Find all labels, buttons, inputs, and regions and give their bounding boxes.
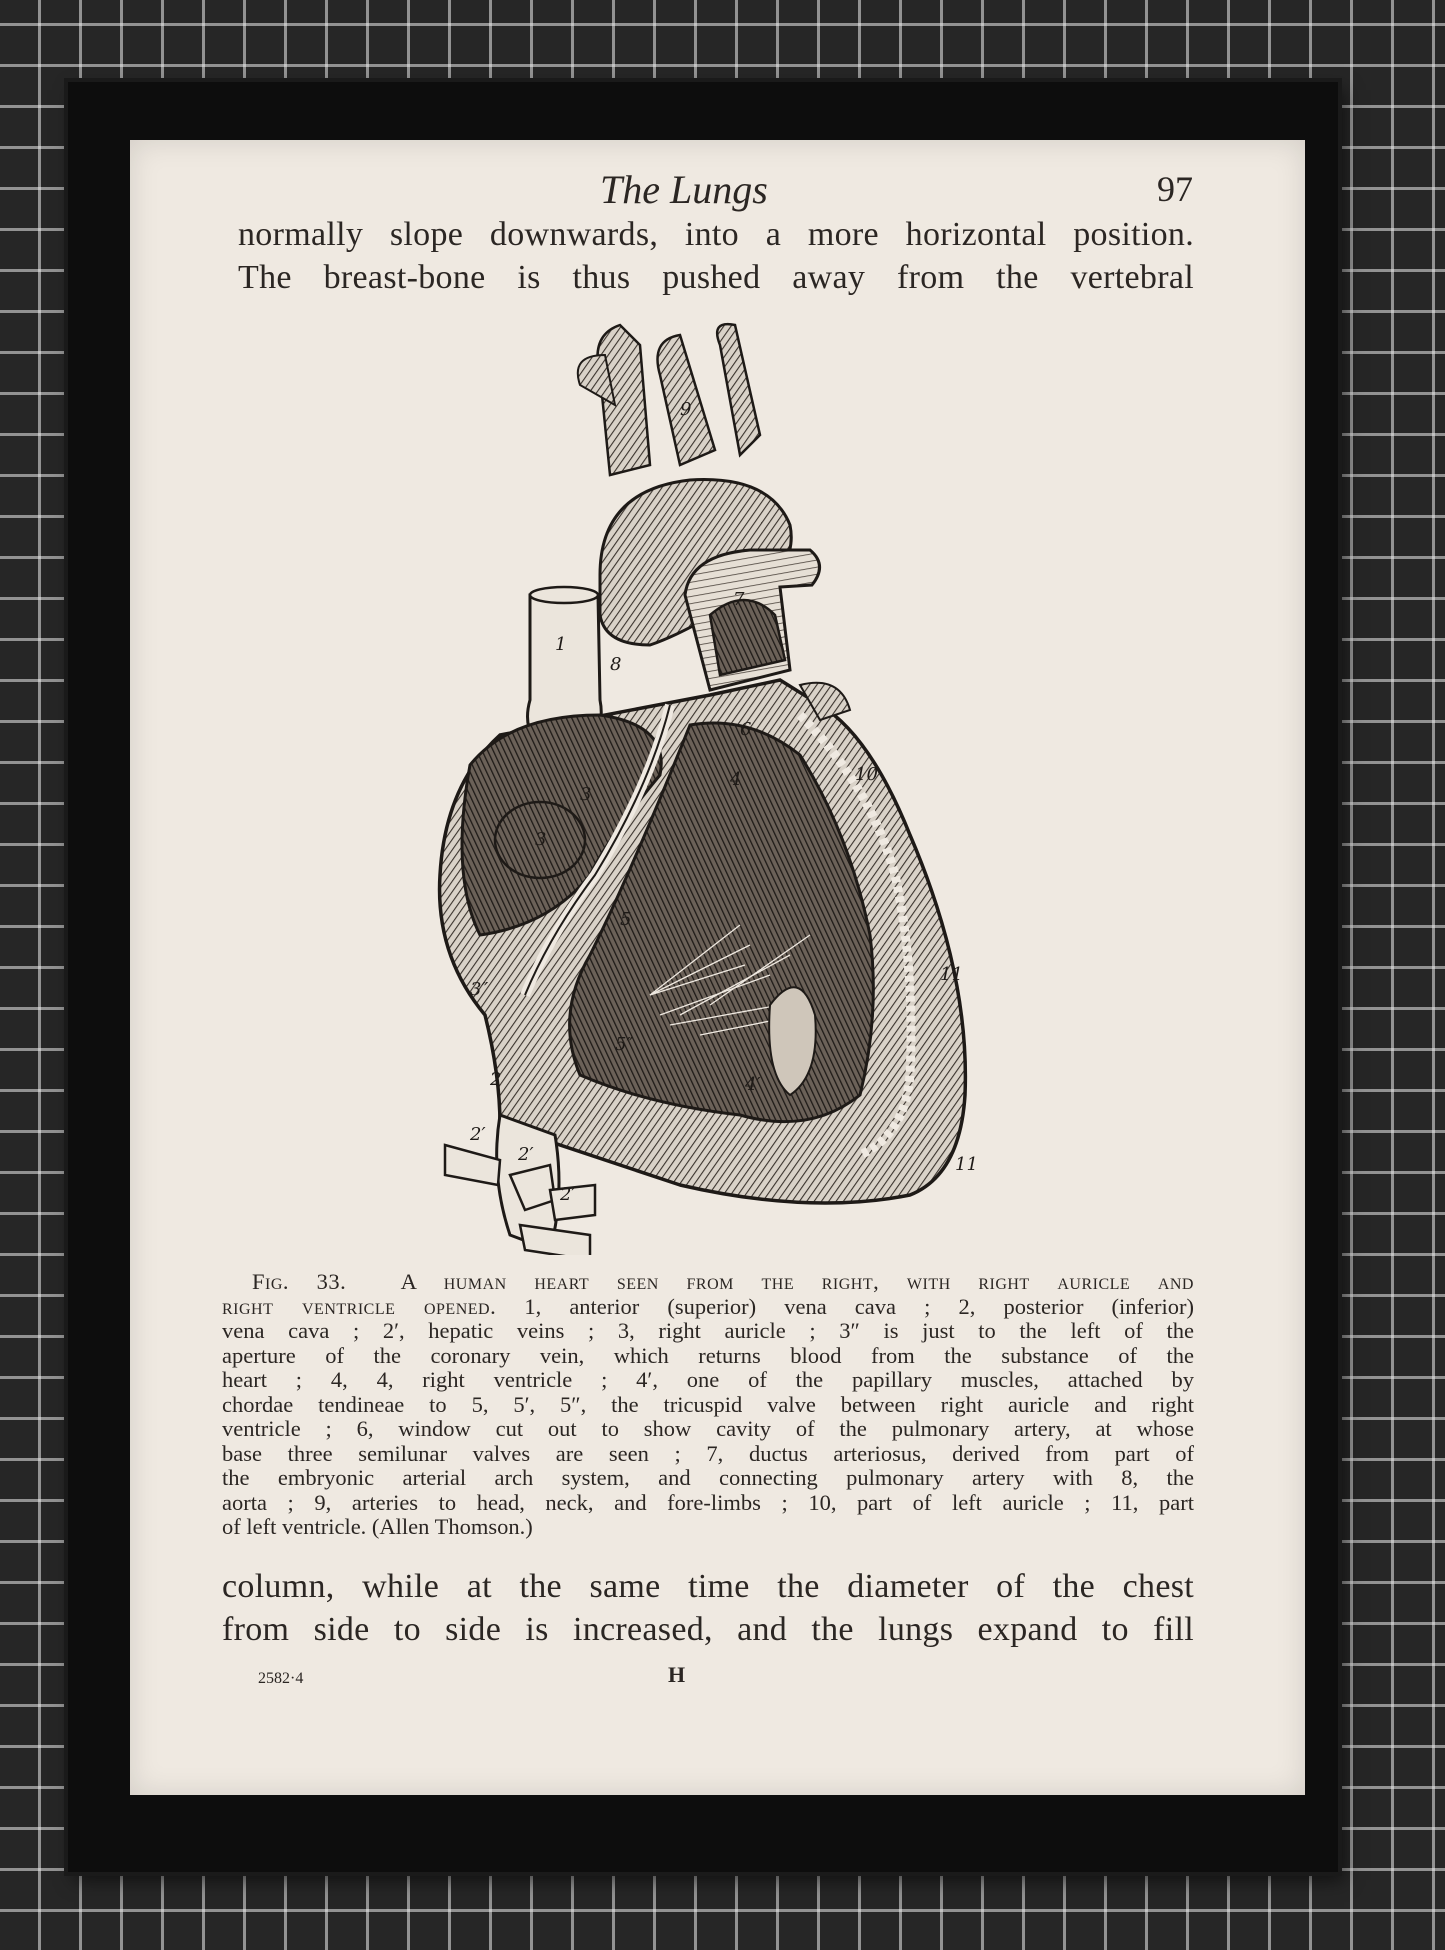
printer-signature: 2582·4 <box>258 1670 304 1687</box>
label-5-double-prime: 5″ <box>615 1034 634 1055</box>
page-number: 97 <box>1157 169 1193 209</box>
label-3b: 3 <box>535 829 547 850</box>
gathering-letter: H <box>668 1662 686 1687</box>
running-title: The Lungs <box>600 167 768 212</box>
label-9: 9 <box>680 399 692 420</box>
label-8: 8 <box>610 654 622 675</box>
caption-text: 1, anterior (superior) vena cava ; 2, posterior (inferior) <box>496 1293 1194 1319</box>
label-2-prime-c: 2′ <box>560 1184 576 1205</box>
figure-caption <box>222 1270 1194 1540</box>
label-2-prime-a: 2′ <box>470 1124 486 1145</box>
caption-line: chordae tendineae to 5, 5′, 5″, the tricuspid valve between right auricle and right <box>222 1391 1194 1417</box>
label-4: 4 <box>730 769 742 790</box>
label-2: 2 <box>490 1069 502 1090</box>
caption-line: aperture of the coronary vein, which returns blood from the substance of the <box>222 1342 1194 1368</box>
label-10: 10 <box>855 764 878 785</box>
body-text-bottom <box>222 1565 1194 1651</box>
caption-line <box>222 1295 1194 1320</box>
label-3: 3 <box>580 784 592 805</box>
body-text-top <box>238 213 1194 299</box>
caption-line <box>222 1270 1194 1295</box>
caption-line: base three semilunar valves are seen ; 7, ductus arteriosus, derived from part of <box>222 1440 1194 1466</box>
figure-number: Fig. 33. <box>252 1269 347 1294</box>
text-line: from side to side is increased, and the lungs expand to fill <box>222 1611 1194 1648</box>
caption-line: the embryonic arterial arch system, and connecting pulmonary artery with 8, the <box>222 1465 1194 1490</box>
label-2-prime-b: 2′ <box>518 1144 534 1165</box>
label-5: 5 <box>620 909 632 930</box>
caption-line: ventricle ; 6, window cut out to show cavity of the pulmonary artery, at whose <box>222 1416 1194 1441</box>
caption-heading-2: right ventricle opened. <box>222 1293 497 1319</box>
text-line: column, while at the same time the diameter of the chest <box>222 1568 1194 1605</box>
label-7: 7 <box>733 589 745 610</box>
text-line: The breast-bone is thus pushed away from the vertebral <box>238 259 1194 296</box>
text-line: normally slope downwards, into a more horizontal position. <box>238 216 1194 253</box>
label-11a: 11 <box>940 964 963 985</box>
arteries-head-neck <box>578 324 760 475</box>
label-4-prime: 4′ <box>745 1074 761 1095</box>
caption-line: aorta ; 9, arteries to head, neck, and fore-limbs ; 10, part of left auricle ; 11, part <box>222 1489 1194 1515</box>
label-3-double-prime: 3″ <box>470 979 489 1000</box>
caption-line: heart ; 4, 4, right ventricle ; 4′, one of the papillary muscles, attached by <box>222 1367 1194 1392</box>
caption-line: vena cava ; 2′, hepatic veins ; 3, right auricle ; 3″ is just to the left of the <box>222 1318 1194 1343</box>
label-11b: 11 <box>955 1154 978 1175</box>
label-6: 6 <box>740 719 752 740</box>
caption-line: of left ventricle. (Allen Thomson.) <box>222 1514 533 1539</box>
heart-engraving <box>350 315 990 1255</box>
book-page <box>130 140 1305 1795</box>
page-header <box>130 166 1305 216</box>
caption-heading: A human heart seen from the right, with right auricle and <box>400 1269 1194 1294</box>
label-1: 1 <box>555 634 567 655</box>
